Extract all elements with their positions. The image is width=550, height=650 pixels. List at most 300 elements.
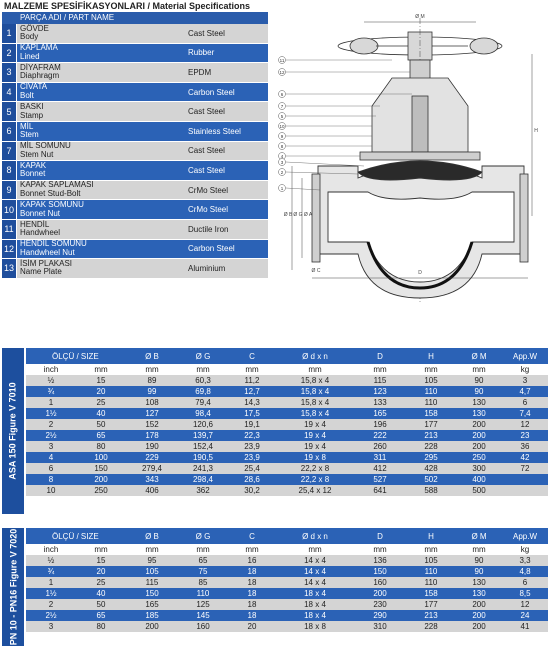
table-cell: 98,4: [178, 408, 228, 419]
spec-material: Stainless Steel: [168, 122, 268, 141]
table-header-cell: D: [354, 528, 406, 544]
part-name-tr: MİL: [20, 121, 34, 131]
table-header-cell: H: [406, 348, 456, 364]
part-name-tr: KAPAK SAPLAMASI: [20, 180, 94, 190]
table-cell: 25,4 x 12: [276, 485, 354, 496]
table-cell: 588: [406, 485, 456, 496]
callout-label: 7: [280, 104, 284, 109]
table-cell: 213: [406, 610, 456, 621]
table-cell: 60,3: [178, 375, 228, 386]
part-name-en: Name Plate: [20, 267, 62, 277]
table-cell: 228: [406, 441, 456, 452]
table-header-cell: Ø G: [178, 528, 228, 544]
table-cell: ½: [26, 375, 76, 386]
table-cell: 30,2: [228, 485, 276, 496]
table-cell: 115: [126, 577, 178, 588]
table-cell: 18 x 4: [276, 610, 354, 621]
table-cell: 190: [126, 441, 178, 452]
spec-material: CrMo Steel: [168, 181, 268, 200]
table-header-row: [26, 348, 548, 364]
table-header-cell: Ø G: [178, 348, 228, 364]
spec-part-name: [17, 44, 168, 63]
table-cell: 95: [126, 555, 178, 566]
unit-cell: mm: [178, 544, 228, 555]
spec-row-number: 4: [2, 83, 17, 102]
spec-material: Cast Steel: [168, 161, 268, 180]
spec-row-number: 3: [2, 63, 17, 82]
table-cell: 279,4: [126, 463, 178, 474]
table-cell: 3,3: [502, 555, 548, 566]
callout-label: 8: [280, 144, 284, 149]
table-header-cell: Ø d x n: [276, 348, 354, 364]
table-cell: 72: [502, 463, 548, 474]
table-cell: 133: [354, 397, 406, 408]
spec-row: [2, 142, 268, 162]
table-cell: 110: [406, 386, 456, 397]
table-cell: 229: [126, 452, 178, 463]
table-cell: 165: [126, 599, 178, 610]
table-cell: 105: [406, 555, 456, 566]
asa150-dimension-block: [2, 348, 548, 514]
table-cell: 85: [178, 577, 228, 588]
table-cell: 310: [354, 621, 406, 632]
callout-label: 4: [280, 154, 284, 159]
table-cell: 412: [354, 463, 406, 474]
unit-cell: mm: [276, 364, 354, 375]
part-name-en: Stem Nut: [20, 149, 54, 159]
spec-row: [2, 44, 268, 64]
table-cell: 25: [76, 397, 126, 408]
table-cell: 14 x 4: [276, 577, 354, 588]
table-cell: 300: [456, 463, 502, 474]
table-row: [26, 621, 548, 632]
part-name-en: Handwheel: [20, 228, 61, 238]
spec-row-number: 8: [2, 161, 17, 180]
part-name-en: Bonnet Nut: [20, 208, 61, 218]
table-header-cell: App.W: [502, 528, 548, 544]
spec-material: Aluminium: [168, 259, 268, 278]
spec-row: [2, 181, 268, 201]
pn10-pn16-dimension-table: [26, 528, 548, 632]
table-cell: 152: [126, 419, 178, 430]
table-cell: 160: [178, 621, 228, 632]
spec-row: [2, 161, 268, 181]
spec-material: CrMo Steel: [168, 200, 268, 219]
spec-material: Cast Steel: [168, 102, 268, 121]
spec-row-number: 12: [2, 240, 17, 259]
table-cell: 16: [228, 555, 276, 566]
table-cell: 14 x 4: [276, 566, 354, 577]
table-row: [26, 577, 548, 588]
table-cell: 28,6: [228, 474, 276, 485]
unit-cell: mm: [76, 364, 126, 375]
table-units-row: [26, 364, 548, 375]
unit-cell: mm: [354, 544, 406, 555]
table-cell: 19 x 4: [276, 430, 354, 441]
table-cell: 200: [354, 588, 406, 599]
table-cell: 130: [456, 577, 502, 588]
table-cell: 343: [126, 474, 178, 485]
table-cell: 18: [228, 599, 276, 610]
spec-part-name: [17, 122, 168, 141]
spec-part-name: [17, 181, 168, 200]
unit-cell: inch: [26, 544, 76, 555]
spec-material: Carbon Steel: [168, 83, 268, 102]
spec-row-number: 5: [2, 102, 17, 121]
table-cell: 2½: [26, 430, 76, 441]
spec-row: [2, 24, 268, 44]
part-name-tr: CİVATA: [20, 82, 48, 92]
table-cell: 230: [354, 599, 406, 610]
table-cell: 152,4: [178, 441, 228, 452]
table-cell: 213: [406, 430, 456, 441]
table-cell: 18 x 4: [276, 599, 354, 610]
table-cell: 19 x 8: [276, 452, 354, 463]
table-cell: 19,1: [228, 419, 276, 430]
table-cell: 20: [76, 566, 126, 577]
unit-cell: mm: [406, 544, 456, 555]
table-cell: [502, 474, 548, 485]
material-spec-table: [2, 12, 268, 279]
table-cell: 18: [228, 588, 276, 599]
table-cell: 120,6: [178, 419, 228, 430]
dimension-label: Ø M: [415, 14, 425, 20]
table-cell: 22,2 x 8: [276, 463, 354, 474]
table-cell: 200: [456, 441, 502, 452]
table-cell: 160: [354, 577, 406, 588]
table-cell: 150: [354, 566, 406, 577]
table-cell: 250: [456, 452, 502, 463]
table-cell: 20: [228, 621, 276, 632]
dimension-label: D: [418, 270, 422, 276]
unit-cell: mm: [228, 544, 276, 555]
table-cell: 99: [126, 386, 178, 397]
spec-row: [2, 122, 268, 142]
table-cell: 130: [456, 588, 502, 599]
table-cell: 36: [502, 441, 548, 452]
spec-part-name: [17, 259, 168, 278]
table-cell: 40: [76, 408, 126, 419]
table-cell: 89: [126, 375, 178, 386]
table-cell: 24: [502, 610, 548, 621]
table-cell: 42: [502, 452, 548, 463]
table-cell: 10: [26, 485, 76, 496]
table-cell: 1: [26, 397, 76, 408]
table-cell: 80: [76, 621, 126, 632]
table-cell: 22,2 x 8: [276, 474, 354, 485]
table-cell: 105: [126, 566, 178, 577]
table-cell: 19 x 4: [276, 419, 354, 430]
table-cell: 20: [76, 386, 126, 397]
table-cell: 22,3: [228, 430, 276, 441]
table-cell: 127: [126, 408, 178, 419]
table-cell: 185: [126, 610, 178, 621]
dimension-label: H: [534, 128, 538, 134]
table-cell: 15: [76, 555, 126, 566]
table-row: [26, 419, 548, 430]
spec-material: Carbon Steel: [168, 240, 268, 259]
callout-label: 1: [280, 186, 284, 191]
table-cell: 150: [126, 588, 178, 599]
table-cell: 6: [26, 463, 76, 474]
table-cell: 18: [228, 610, 276, 621]
table-cell: 18 x 8: [276, 621, 354, 632]
table-cell: 200: [456, 621, 502, 632]
spec-part-name: [17, 161, 168, 180]
table-cell: 18 x 4: [276, 588, 354, 599]
table-cell: 177: [406, 419, 456, 430]
callout-label: 6: [280, 92, 284, 97]
table-cell: 90: [456, 386, 502, 397]
table-cell: 125: [178, 599, 228, 610]
table-header-cell: App.W: [502, 348, 548, 364]
table-cell: 105: [406, 375, 456, 386]
table-cell: 200: [456, 430, 502, 441]
unit-cell: mm: [76, 544, 126, 555]
table-cell: 100: [76, 452, 126, 463]
unit-cell: mm: [126, 544, 178, 555]
table-cell: 260: [354, 441, 406, 452]
table-row: [26, 555, 548, 566]
table-cell: 123: [354, 386, 406, 397]
spec-row: [2, 63, 268, 83]
valve-drawing: [272, 2, 548, 314]
table-cell: 4,8: [502, 566, 548, 577]
table-cell: 200: [456, 599, 502, 610]
table-cell: 145: [178, 610, 228, 621]
table-cell: 158: [406, 588, 456, 599]
table-cell: 2½: [26, 610, 76, 621]
table-cell: 25,4: [228, 463, 276, 474]
table-cell: 1: [26, 577, 76, 588]
spec-row: [2, 259, 268, 279]
table-header-cell: Ø d x n: [276, 528, 354, 544]
callout-label: 2: [280, 170, 284, 175]
table-row: [26, 397, 548, 408]
unit-cell: mm: [354, 364, 406, 375]
table-cell: 502: [406, 474, 456, 485]
part-name-en: Handwheel Nut: [20, 247, 75, 257]
table-row: [26, 588, 548, 599]
table-cell: 196: [354, 419, 406, 430]
table-cell: 3: [26, 441, 76, 452]
table-cell: 17,5: [228, 408, 276, 419]
unit-cell: mm: [178, 364, 228, 375]
table-cell: 641: [354, 485, 406, 496]
table-units-row: [26, 544, 548, 555]
table-cell: 115: [354, 375, 406, 386]
table-header-cell: Ø M: [456, 348, 502, 364]
part-name-tr: KAPAK SOMUNU: [20, 200, 84, 210]
callout-label: 3: [280, 160, 284, 165]
table-header-cell: Ø M: [456, 528, 502, 544]
part-name-tr: KAPLAMA: [20, 43, 58, 53]
table-header-cell: D: [354, 348, 406, 364]
unit-cell: kg: [502, 364, 548, 375]
table-cell: 23,9: [228, 441, 276, 452]
table-cell: 4: [26, 452, 76, 463]
table-cell: 80: [76, 441, 126, 452]
table-cell: 200: [76, 474, 126, 485]
table-cell: 41: [502, 621, 548, 632]
table-row: [26, 441, 548, 452]
spec-row-number: 9: [2, 181, 17, 200]
spec-row: [2, 83, 268, 103]
table-cell: 65: [76, 610, 126, 621]
table-cell: 12: [502, 419, 548, 430]
table-cell: 130: [456, 397, 502, 408]
table-cell: 165: [354, 408, 406, 419]
part-name-en: Body: [20, 32, 39, 42]
dimension-label: Ø B: [283, 212, 293, 218]
table-cell: 2: [26, 599, 76, 610]
part-name-tr: KAPAK: [20, 160, 47, 170]
part-name-en: Bolt: [20, 91, 34, 101]
table-cell: ¾: [26, 386, 76, 397]
part-name-en: Bonnet Stud-Bolt: [20, 189, 81, 199]
spec-row-number: 1: [2, 24, 17, 43]
table-row: [26, 408, 548, 419]
table-cell: 90: [456, 566, 502, 577]
table-cell: 12,7: [228, 386, 276, 397]
spec-row-number: 2: [2, 44, 17, 63]
table-header-cell: H: [406, 528, 456, 544]
spec-row-number: 13: [2, 259, 17, 278]
table-cell: 8,5: [502, 588, 548, 599]
table-cell: 110: [406, 577, 456, 588]
table-cell: 228: [406, 621, 456, 632]
table-row: [26, 485, 548, 496]
spec-part-name: [17, 240, 168, 259]
table-cell: 362: [178, 485, 228, 496]
table-cell: 110: [406, 566, 456, 577]
table-cell: 158: [406, 408, 456, 419]
table-cell: 75: [178, 566, 228, 577]
spec-material: Ductile Iron: [168, 220, 268, 239]
spec-material: Cast Steel: [168, 142, 268, 161]
table-cell: 190,5: [178, 452, 228, 463]
part-name-tr: HENDİL: [20, 219, 50, 229]
table-cell: 178: [126, 430, 178, 441]
table-cell: 136: [354, 555, 406, 566]
table-cell: ¾: [26, 566, 76, 577]
spec-header: PARÇA ADI / PART NAME: [2, 12, 268, 24]
part-name-en: Bonnet: [20, 169, 46, 179]
spec-row-number: 7: [2, 142, 17, 161]
spec-part-name: [17, 63, 168, 82]
table-cell: 222: [354, 430, 406, 441]
part-name-tr: MİL SOMUNU: [20, 141, 71, 151]
pn10-pn16-dimension-block: [2, 528, 548, 646]
table-cell: 3: [26, 621, 76, 632]
table-cell: [502, 485, 548, 496]
part-name-en: Lined: [20, 51, 40, 61]
table-cell: 110: [178, 588, 228, 599]
table-row: [26, 599, 548, 610]
table-cell: 250: [76, 485, 126, 496]
table-row: [26, 452, 548, 463]
table-cell: 406: [126, 485, 178, 496]
spec-row: [2, 200, 268, 220]
table-row: [26, 386, 548, 397]
table-cell: 150: [76, 463, 126, 474]
table-cell: 65: [76, 430, 126, 441]
spec-material: Cast Steel: [168, 24, 268, 43]
table-cell: 6: [502, 577, 548, 588]
part-name-tr: HENDİL SOMUNU: [20, 239, 87, 249]
table-cell: 15: [76, 375, 126, 386]
table-cell: 79,4: [178, 397, 228, 408]
table-cell: 14,3: [228, 397, 276, 408]
unit-cell: mm: [406, 364, 456, 375]
table-cell: 295: [406, 452, 456, 463]
part-name-tr: DİYAFRAM: [20, 62, 61, 72]
dimension-label: Ø A: [303, 212, 313, 218]
spec-part-name: [17, 220, 168, 239]
table-header-cell: Ø B: [126, 528, 178, 544]
table-cell: 15,8 x 4: [276, 408, 354, 419]
table-cell: 500: [456, 485, 502, 496]
table-cell: 12: [502, 599, 548, 610]
spec-part-name: [17, 142, 168, 161]
part-name-tr: GÖVDE: [20, 23, 49, 33]
table-cell: 200: [456, 419, 502, 430]
table-row: [26, 566, 548, 577]
table-row: [26, 474, 548, 485]
table-cell: 1½: [26, 588, 76, 599]
callout-label: 11: [279, 58, 285, 63]
table-cell: 311: [354, 452, 406, 463]
spec-row: [2, 220, 268, 240]
table-cell: 11,2: [228, 375, 276, 386]
table-cell: 18: [228, 566, 276, 577]
table-cell: 15,8 x 4: [276, 386, 354, 397]
callout-label: 9: [280, 134, 284, 139]
unit-cell: mm: [126, 364, 178, 375]
asa150-side-label: ASA 150 Figure V 7010: [2, 348, 24, 514]
unit-cell: mm: [456, 364, 502, 375]
table-cell: 139,7: [178, 430, 228, 441]
unit-cell: mm: [276, 544, 354, 555]
spec-row-number: 10: [2, 200, 17, 219]
table-cell: 241,3: [178, 463, 228, 474]
table-cell: 108: [126, 397, 178, 408]
spec-row-number: 6: [2, 122, 17, 141]
table-cell: 110: [406, 397, 456, 408]
table-cell: 50: [76, 599, 126, 610]
part-name-tr: BASKI: [20, 102, 44, 112]
spec-row: [2, 102, 268, 122]
table-header-cell: Ø B: [126, 348, 178, 364]
table-cell: 18: [228, 577, 276, 588]
spec-part-name: [17, 200, 168, 219]
table-cell: 3: [502, 375, 548, 386]
callout-label: 12: [279, 70, 285, 75]
table-cell: 290: [354, 610, 406, 621]
spec-row: [2, 240, 268, 260]
part-name-en: Diaphragm: [20, 71, 60, 81]
unit-cell: inch: [26, 364, 76, 375]
table-cell: 7,4: [502, 408, 548, 419]
unit-cell: kg: [502, 544, 548, 555]
pn10-pn16-side-label: PN 10 - PN16 Figure V 7020: [2, 528, 24, 646]
dimension-label: Ø C: [311, 268, 321, 274]
callout-label: 5: [280, 114, 284, 119]
table-cell: 65: [178, 555, 228, 566]
table-cell: 527: [354, 474, 406, 485]
table-cell: 8: [26, 474, 76, 485]
table-row: [26, 463, 548, 474]
